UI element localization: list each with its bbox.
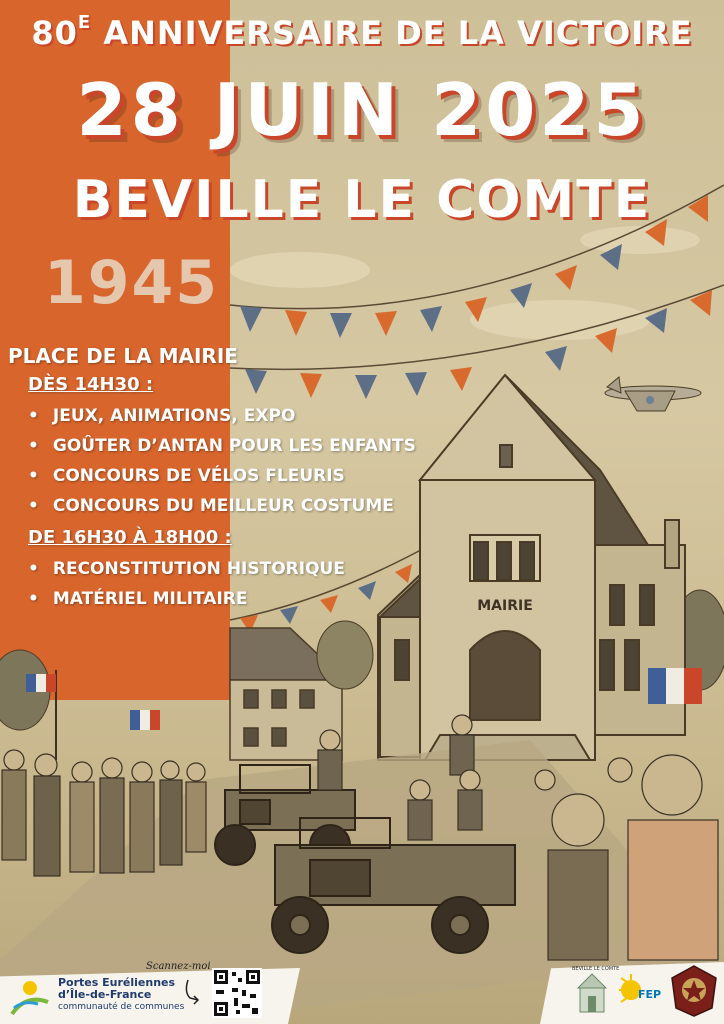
program-list-1	[8, 401, 416, 521]
mairie-building	[378, 375, 685, 760]
program-time-1: DÈS 14H30 :	[28, 374, 154, 395]
program-item: • CONCOURS DU MEILLEUR COSTUME	[28, 491, 416, 521]
anniversary-ordinal: E	[77, 12, 92, 33]
program-list-2	[8, 554, 416, 614]
program-place: PLACE DE LA MAIRIE	[8, 344, 238, 368]
sun-logo-icon	[8, 974, 52, 1018]
ccpe-subtitle: communauté de communes	[58, 1002, 185, 1012]
french-flag-icon	[130, 710, 160, 730]
program-item: • GOÛTER D’ANTAN POUR LES ENFANTS	[28, 431, 416, 461]
footer	[0, 960, 724, 1024]
mairie-logo-icon	[572, 964, 612, 1018]
crowd-left	[2, 750, 206, 876]
mairie-logo-text: BEVILLE LE COMTE	[572, 966, 620, 972]
ccpe-name: Portes Euréliennes d’Île-de-France	[58, 976, 176, 1001]
program-item: • CONCOURS DE VÉLOS FLEURIS	[28, 461, 416, 491]
anniversary-text: ANNIVERSAIRE DE LA VICTOIRE	[91, 14, 693, 52]
french-flag-icon	[648, 668, 702, 704]
program-time-2: DE 16H30 À 18H00 :	[28, 527, 232, 548]
veterans-badge-icon	[668, 964, 720, 1018]
program-item: • MATÉRIEL MILITAIRE	[28, 584, 416, 614]
building-sign: MAIRIE	[477, 598, 533, 614]
year-1945: 1945	[44, 248, 219, 318]
arrow-icon	[182, 978, 206, 1006]
spitfire-plane-icon	[605, 377, 701, 411]
anniversary-number: 80	[31, 14, 78, 52]
anniversary-title	[0, 14, 724, 52]
qr-code-icon[interactable]	[212, 968, 262, 1018]
event-date: 28 JUIN 2025	[76, 68, 648, 152]
program-item: • JEUX, ANIMATIONS, EXPO	[28, 401, 416, 431]
town-name: BEVILLE LE COMTE	[72, 170, 652, 230]
scan-label: Scannez-moi	[146, 961, 211, 972]
fep-text: FEP	[638, 988, 662, 1001]
program	[8, 344, 416, 620]
program-item: • RECONSTITUTION HISTORIQUE	[28, 554, 416, 584]
